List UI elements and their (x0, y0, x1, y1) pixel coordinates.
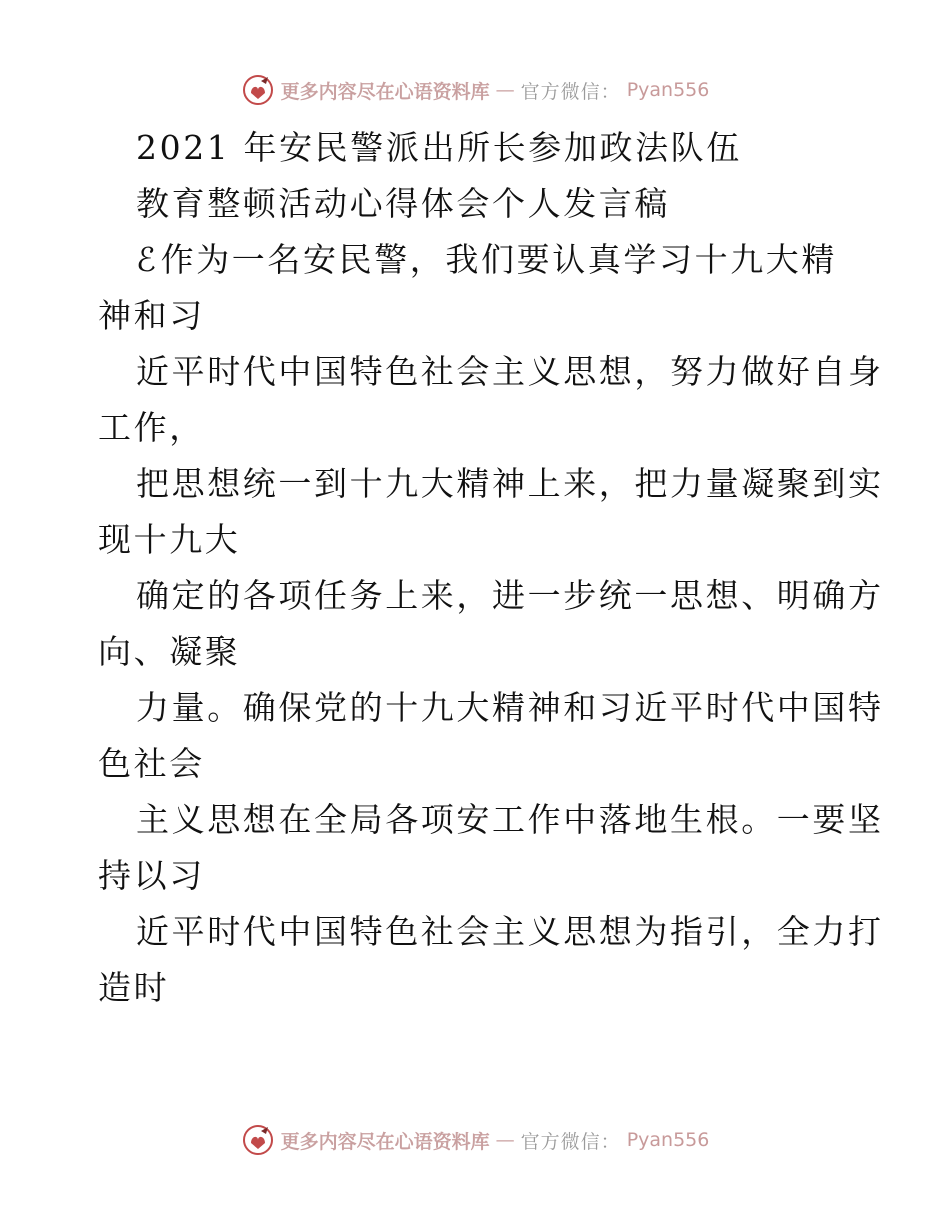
paragraph-line (98, 736, 858, 792)
paragraph-line (98, 904, 884, 960)
pen-heart-logo-icon (241, 1123, 275, 1157)
paragraph-line-text: 向、凝聚 (98, 632, 241, 671)
paragraph-line (98, 792, 884, 848)
paragraph-line (98, 848, 858, 904)
paragraph-line-text: 色社会 (98, 744, 205, 783)
paragraph-line-text: 神和习 (98, 296, 205, 335)
watermark-wechat-id: Pyan556 (626, 79, 710, 101)
watermark-sub-text: 官方微信： (520, 1130, 621, 1153)
document-body (98, 120, 884, 1016)
paragraph-line (98, 960, 858, 1016)
watermark-main-text: 更多内容尽在心语资料库 (280, 1130, 490, 1153)
document-title-line-2: 教育整顿活动心得体会个人发言稿 (136, 184, 670, 223)
paragraph-line-text: 力量。确保党的十九大精神和习近平时代中国特 (136, 688, 884, 727)
watermark-wechat-id: Pyan556 (626, 1129, 710, 1151)
watermark-main-text: 更多内容尽在心语资料库 (280, 80, 490, 103)
pen-heart-logo-icon (241, 73, 275, 107)
footer-watermark (0, 1120, 950, 1160)
document-title-line-1: 2021 年安民警派出所长参加政法队伍 (136, 128, 742, 167)
paragraph-line-text: 把思想统一到十九大精神上来，把力量凝聚到实 (136, 464, 884, 503)
paragraph-line (98, 680, 884, 736)
paragraph-line (98, 288, 858, 344)
paragraph-line-text: 近平时代中国特色社会主义思想，努力做好自身 (136, 352, 884, 391)
paragraph-line (98, 232, 858, 288)
paragraph-line-text: 现十九大 (98, 520, 241, 559)
paragraph-line (98, 512, 858, 568)
watermark-dash: — (495, 79, 515, 101)
paragraph-line-text: 近平时代中国特色社会主义思想为指引，全力打 (136, 912, 884, 951)
paragraph-line (98, 456, 884, 512)
paragraph-line (98, 624, 858, 680)
flourish-ornament-icon: ℰ (136, 240, 159, 279)
document-paragraph (98, 232, 884, 1016)
paragraph-line-text: 确定的各项任务上来，进一步统一思想、明确方 (136, 576, 884, 615)
paragraph-line (98, 344, 884, 400)
header-watermark (0, 70, 950, 110)
paragraph-line-text: 作为一名安民警，我们要认真学习十九大精 (160, 240, 837, 279)
paragraph-line-text: 持以习 (98, 856, 205, 895)
paragraph-line (98, 568, 884, 624)
watermark-dash: — (495, 1129, 515, 1151)
paragraph-line-text: 主义思想在全局各项安工作中落地生根。一要坚 (136, 800, 884, 839)
paragraph-line-text: 工作， (98, 408, 205, 447)
watermark-sub-text: 官方微信： (520, 80, 621, 103)
paragraph-line (98, 400, 858, 456)
paragraph-line-text: 造时 (98, 968, 170, 1007)
